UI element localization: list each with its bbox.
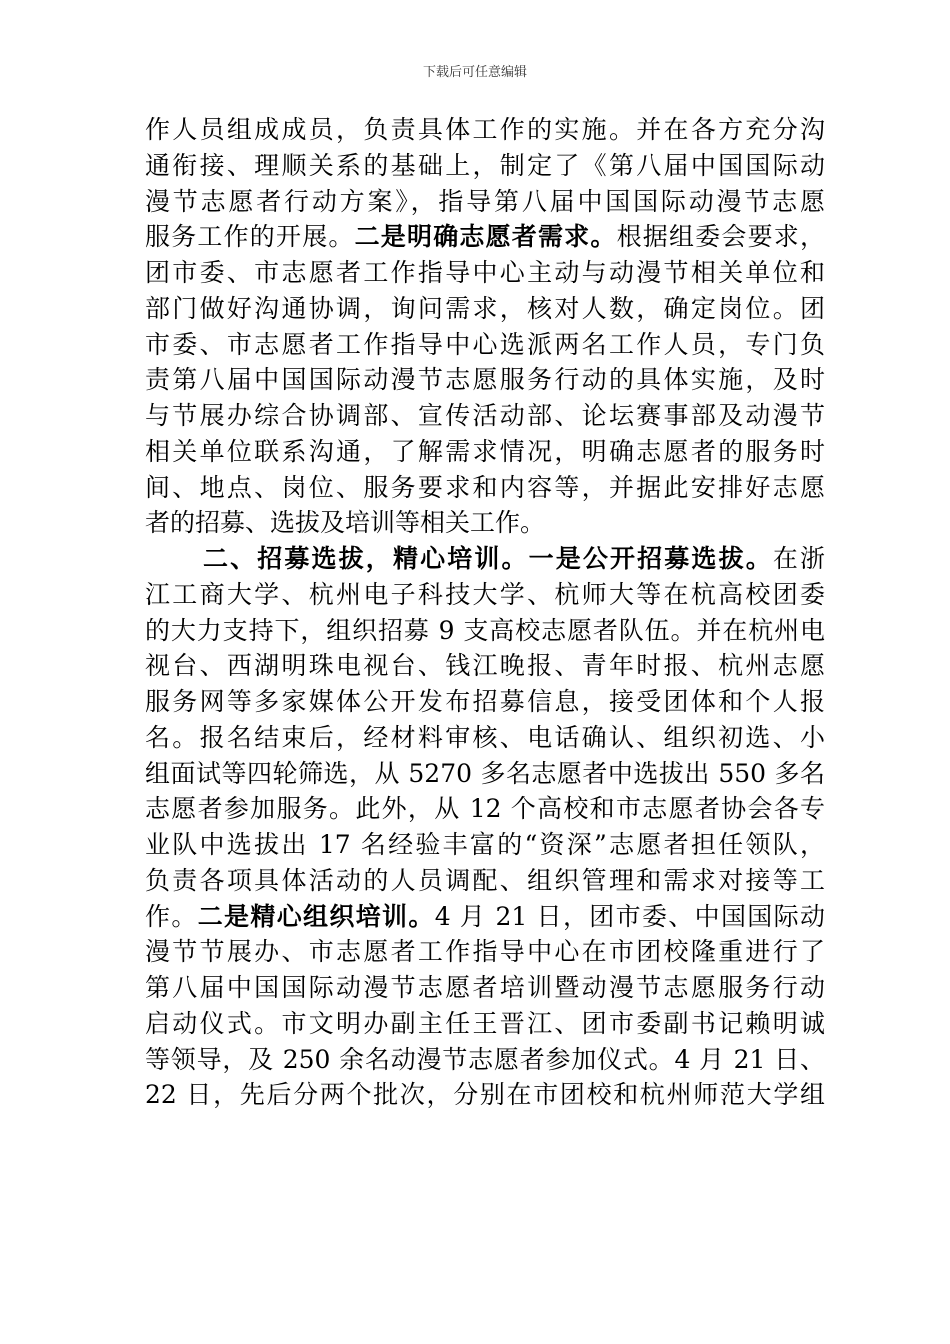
text-span: 市委、市志愿者工作指导中心选派两名工作人员，专门负 xyxy=(145,329,825,359)
text-span: 根据组委会要求， xyxy=(616,222,825,252)
paragraph xyxy=(145,541,825,1113)
text-line xyxy=(145,791,825,827)
text-span: 在浙 xyxy=(772,544,825,573)
text-span: 者的招募、选拔及培训等相关工作。 xyxy=(145,508,546,538)
bold-text-span: 二是精心组织培训。 xyxy=(197,901,435,931)
bold-text-span: 二、招募选拔，精心培训。 xyxy=(203,544,529,573)
text-span: 业队中选拔出 17 名经验丰富的“资深”志愿者担任领队， xyxy=(145,830,825,859)
bold-text-span: 一是公开招募选拔。 xyxy=(528,544,773,573)
text-line xyxy=(145,148,825,184)
page-header: 下载后可任意编辑 xyxy=(422,65,527,80)
text-span: 间、地点、岗位、服务要求和内容等，并据此安排好志愿 xyxy=(145,472,825,502)
text-span: 4 月 21 日，团市委、中国国际动 xyxy=(434,901,825,931)
text-line xyxy=(145,470,825,506)
text-line xyxy=(145,1006,825,1042)
text-line xyxy=(145,184,825,220)
text-line xyxy=(145,863,825,899)
text-line xyxy=(145,398,825,434)
text-span: 作。 xyxy=(145,901,198,931)
text-line xyxy=(145,434,825,470)
paragraph xyxy=(145,112,825,541)
text-line xyxy=(145,1042,825,1078)
text-line xyxy=(145,577,825,613)
text-line xyxy=(145,255,825,291)
text-line xyxy=(145,219,825,255)
text-span: 相关单位联系沟通，了解需求情况，明确志愿者的服务时 xyxy=(145,436,825,466)
text-line xyxy=(145,327,825,363)
text-line xyxy=(145,613,825,649)
text-line xyxy=(145,827,825,863)
text-line xyxy=(145,291,825,327)
text-span: 的大力支持下，组织招募 9 支高校志愿者队伍。并在杭州电 xyxy=(145,615,825,645)
text-line xyxy=(145,934,825,970)
text-line xyxy=(145,505,825,541)
text-line xyxy=(145,970,825,1006)
text-span: 漫节志愿者行动方案》，指导第八届中国国际动漫节志愿 xyxy=(145,186,825,216)
text-line xyxy=(145,1077,825,1113)
bold-text-span: 二是明确志愿者需求。 xyxy=(354,222,617,252)
text-line xyxy=(145,684,825,720)
text-span: 通衔接、理顺关系的基础上，制定了《第八届中国国际动 xyxy=(145,150,825,180)
text-span: 视台、西湖明珠电视台、钱江晚报、青年时报、杭州志愿 xyxy=(145,651,825,681)
text-span: 江工商大学、杭州电子科技大学、杭师大等在杭高校团委 xyxy=(145,579,825,609)
text-span: 负责各项具体活动的人员调配、组织管理和需求对接等工 xyxy=(145,865,825,895)
text-span: 22 日，先后分两个批次，分别在市团校和杭州师范大学组 xyxy=(145,1080,825,1110)
text-line xyxy=(145,756,825,792)
text-span: 责第八届中国国际动漫节志愿服务行动的具体实施，及时 xyxy=(145,365,825,395)
text-span: 志愿者参加服务。此外，从 12 个高校和市志愿者协会各专 xyxy=(145,794,825,824)
text-span: 名。报名结束后，经材料审核、电话确认、组织初选、小 xyxy=(145,722,825,752)
document-body xyxy=(145,112,825,1113)
text-line xyxy=(145,112,825,148)
text-line xyxy=(145,648,825,684)
text-span: 启动仪式。市文明办副主任王晋江、团市委副书记赖明诚 xyxy=(145,1008,825,1038)
text-line xyxy=(145,362,825,398)
text-span: 服务工作的开展。 xyxy=(145,222,355,252)
text-span: 团市委、市志愿者工作指导中心主动与动漫节相关单位和 xyxy=(145,258,825,287)
text-span: 组面试等四轮筛选，从 5270 多名志愿者中选拔出 550 多名 xyxy=(145,758,825,788)
text-line xyxy=(145,720,825,756)
text-line xyxy=(145,541,825,577)
text-span: 漫节节展办、市志愿者工作指导中心在市团校隆重进行了 xyxy=(145,937,825,967)
text-line xyxy=(145,899,825,935)
text-span: 部门做好沟通协调，询问需求，核对人数，确定岗位。团 xyxy=(145,293,825,323)
text-span: 服务网等多家媒体公开发布招募信息，接受团体和个人报 xyxy=(145,687,825,716)
text-span: 第八届中国国际动漫节志愿者培训暨动漫节志愿服务行动 xyxy=(145,973,825,1002)
text-span: 等领导，及 250 余名动漫节志愿者参加仪式。4 月 21 日、 xyxy=(145,1044,825,1074)
text-span: 与节展办综合协调部、宣传活动部、论坛赛事部及动漫节 xyxy=(145,401,825,430)
text-span: 作人员组成成员，负责具体工作的实施。并在各方充分沟 xyxy=(145,115,825,144)
